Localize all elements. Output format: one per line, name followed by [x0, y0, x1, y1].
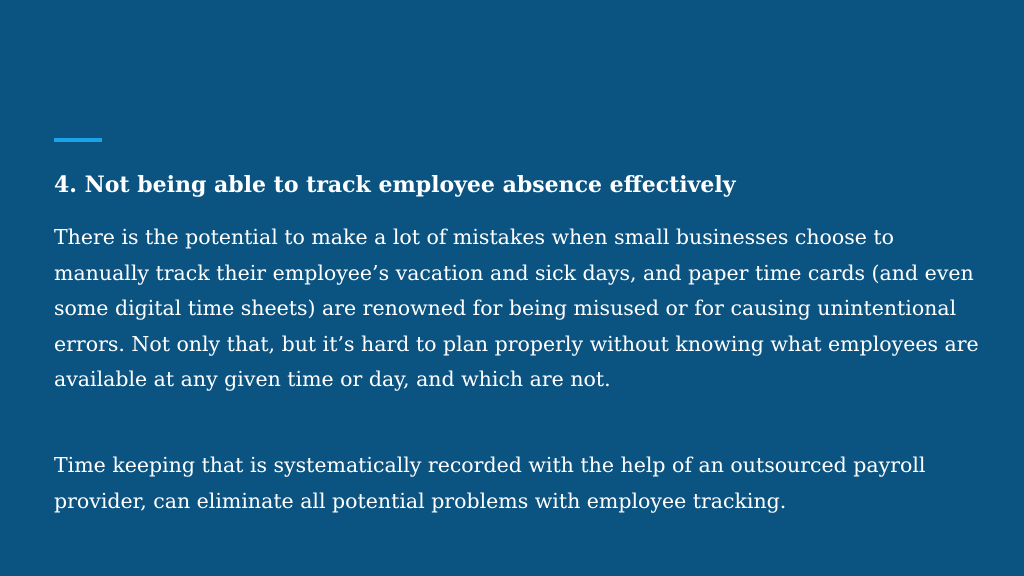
body-paragraph-1: There is the potential to make a lot of mistakes when small businesses choose to manually track their employee’s vacation and sick days, and paper time cards (and even some digital time sheets) are renowned for being misused or for causing unintentional errors. Not only that, but it’s hard to plan properly without knowing what employees are available at any given time or day, and which are not. — [54, 225, 979, 392]
body-paragraph-2: Time keeping that is systematically recorded with the help of an outsourced payroll provider, can eliminate all potential problems with employee tracking. — [54, 453, 926, 513]
slide-title: 4. Not being able to track employee absence effectively — [54, 172, 736, 198]
accent-bar — [54, 138, 102, 142]
